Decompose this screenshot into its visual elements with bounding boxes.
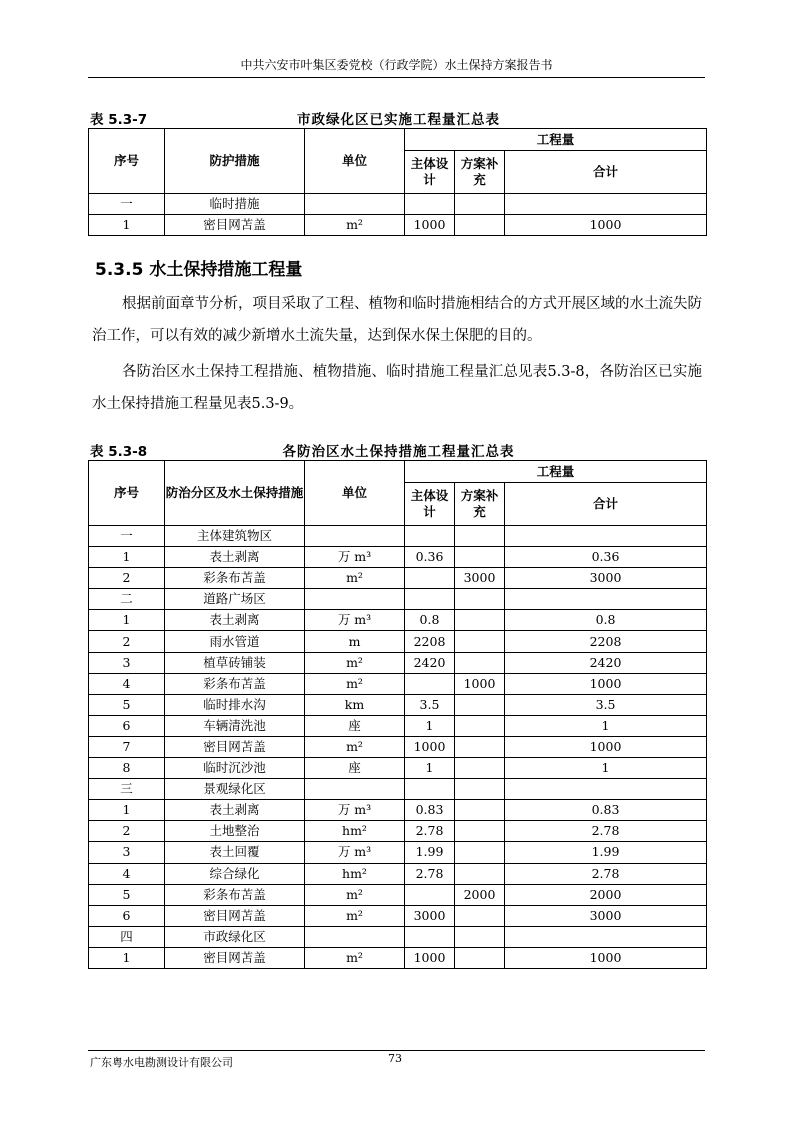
main-design-cell	[405, 194, 455, 215]
total-cell: 1.99	[505, 842, 707, 863]
unit-cell	[305, 779, 405, 800]
header-rule	[88, 77, 705, 78]
total-cell: 1000	[505, 736, 707, 757]
table-row	[89, 758, 707, 779]
header-main-design: 主体设计	[405, 151, 455, 194]
total-cell	[505, 779, 707, 800]
unit-cell: m²	[305, 215, 405, 236]
total-cell: 2420	[505, 652, 707, 673]
measure-cell: 综合绿化	[165, 863, 305, 884]
main-design-cell	[405, 673, 455, 694]
unit-cell: 万 m³	[305, 842, 405, 863]
measure-cell: 景观绿化区	[165, 779, 305, 800]
seq-cell: 2	[89, 568, 165, 589]
total-cell: 3.5	[505, 694, 707, 715]
total-cell: 0.8	[505, 610, 707, 631]
supplement-cell	[455, 905, 505, 926]
page-number: 73	[388, 1052, 402, 1065]
supplement-cell	[455, 694, 505, 715]
total-cell: 1	[505, 758, 707, 779]
seq-cell: 5	[89, 694, 165, 715]
table-row	[89, 821, 707, 842]
total-cell: 0.36	[505, 547, 707, 568]
measure-cell: 密目网苫盖	[165, 215, 305, 236]
main-design-cell: 2420	[405, 652, 455, 673]
measure-cell: 彩条布苫盖	[165, 568, 305, 589]
supplement-cell	[455, 926, 505, 947]
measure-cell: 表土剥离	[165, 547, 305, 568]
table2-number: 表 5.3-8	[90, 444, 148, 460]
supplement-cell	[455, 842, 505, 863]
supplement-cell	[455, 589, 505, 610]
measure-cell: 表土剥离	[165, 610, 305, 631]
main-design-cell	[405, 926, 455, 947]
unit-cell: m²	[305, 568, 405, 589]
measure-cell: 密目网苫盖	[165, 736, 305, 757]
header-quantity: 工程量	[405, 461, 707, 483]
main-design-cell: 2208	[405, 631, 455, 652]
supplement-cell	[455, 863, 505, 884]
measure-cell: 主体建筑物区	[165, 526, 305, 547]
measure-cell: 密目网苫盖	[165, 905, 305, 926]
paragraph-2: 各防治区水土保持工程措施、植物措施、临时措施工程量汇总见表5.3-8，各防治区已实施水土保持措施工程量见表5.3-9。	[92, 364, 702, 412]
unit-cell: 万 m³	[305, 547, 405, 568]
seq-cell: 1	[89, 800, 165, 821]
main-design-cell: 1.99	[405, 842, 455, 863]
supplement-cell	[455, 821, 505, 842]
unit-cell	[305, 526, 405, 547]
header-supplement: 方案补充	[455, 151, 505, 194]
table-row	[89, 526, 707, 547]
measure-cell: 临时措施	[165, 194, 305, 215]
main-design-cell: 3000	[405, 905, 455, 926]
table2-body	[89, 526, 707, 969]
table-row	[89, 779, 707, 800]
main-design-cell	[405, 589, 455, 610]
measure-cell: 密目网苫盖	[165, 947, 305, 968]
header-unit: 单位	[305, 461, 405, 526]
header-total: 合计	[505, 483, 707, 526]
total-cell: 2000	[505, 884, 707, 905]
measure-cell: 植草砖铺装	[165, 652, 305, 673]
measure-cell: 表土剥离	[165, 800, 305, 821]
total-cell	[505, 589, 707, 610]
unit-cell: km	[305, 694, 405, 715]
unit-cell	[305, 589, 405, 610]
table-row	[89, 631, 707, 652]
measure-cell: 彩条布苫盖	[165, 884, 305, 905]
seq-cell: 四	[89, 926, 165, 947]
seq-cell: 5	[89, 884, 165, 905]
unit-cell: m²	[305, 905, 405, 926]
unit-cell	[305, 194, 405, 215]
total-cell	[505, 194, 707, 215]
measure-cell: 雨水管道	[165, 631, 305, 652]
unit-cell: m²	[305, 673, 405, 694]
unit-cell: 座	[305, 715, 405, 736]
table-row	[89, 715, 707, 736]
main-design-cell: 3.5	[405, 694, 455, 715]
seq-cell: 一	[89, 526, 165, 547]
seq-cell: 3	[89, 842, 165, 863]
table1-body	[89, 194, 707, 236]
seq-cell: 7	[89, 736, 165, 757]
supplement-cell	[455, 526, 505, 547]
table-row	[89, 863, 707, 884]
main-design-cell: 0.36	[405, 547, 455, 568]
table-row	[89, 736, 707, 757]
measure-cell: 临时排水沟	[165, 694, 305, 715]
table-row	[89, 673, 707, 694]
unit-cell: 座	[305, 758, 405, 779]
table-row	[89, 905, 707, 926]
seq-cell: 1	[89, 947, 165, 968]
header-main-design: 主体设计	[405, 483, 455, 526]
supplement-cell	[455, 779, 505, 800]
table-row	[89, 842, 707, 863]
seq-cell: 1	[89, 547, 165, 568]
table-row	[89, 547, 707, 568]
unit-cell: 万 m³	[305, 800, 405, 821]
seq-cell: 8	[89, 758, 165, 779]
header-supplement: 方案补充	[455, 483, 505, 526]
section-title: 5.3.5 水土保持措施工程量	[95, 260, 303, 280]
footer-company: 广东粤水电勘测设计有限公司	[90, 1056, 233, 1069]
table-row	[89, 800, 707, 821]
measure-cell: 表土回覆	[165, 842, 305, 863]
seq-cell: 1	[89, 610, 165, 631]
supplement-cell: 2000	[455, 884, 505, 905]
table2-title: 各防治区水土保持措施工程量汇总表	[282, 444, 515, 460]
unit-cell: hm²	[305, 821, 405, 842]
main-design-cell: 0.8	[405, 610, 455, 631]
measure-cell: 车辆清洗池	[165, 715, 305, 736]
unit-cell: hm²	[305, 863, 405, 884]
footer-rule	[88, 1050, 705, 1051]
main-design-cell	[405, 568, 455, 589]
table-row	[89, 589, 707, 610]
table-row	[89, 194, 707, 215]
total-cell: 3000	[505, 568, 707, 589]
total-cell: 2.78	[505, 821, 707, 842]
table1-title: 市政绿化区已实施工程量汇总表	[297, 112, 500, 128]
seq-cell: 4	[89, 673, 165, 694]
table-row	[89, 652, 707, 673]
supplement-cell	[455, 800, 505, 821]
seq-cell: 2	[89, 631, 165, 652]
table-row	[89, 926, 707, 947]
unit-cell: m²	[305, 884, 405, 905]
header-seq: 序号	[89, 129, 165, 194]
seq-cell: 6	[89, 715, 165, 736]
total-cell	[505, 526, 707, 547]
supplement-cell	[455, 947, 505, 968]
seq-cell: 3	[89, 652, 165, 673]
unit-cell: m²	[305, 736, 405, 757]
measure-cell: 市政绿化区	[165, 926, 305, 947]
total-cell: 2.78	[505, 863, 707, 884]
total-cell	[505, 926, 707, 947]
supplement-cell	[455, 715, 505, 736]
supplement-cell: 3000	[455, 568, 505, 589]
seq-cell: 二	[89, 589, 165, 610]
supplement-cell	[455, 547, 505, 568]
total-cell: 1	[505, 715, 707, 736]
supplement-cell	[455, 652, 505, 673]
total-cell: 1000	[505, 673, 707, 694]
supplement-cell: 1000	[455, 673, 505, 694]
seq-cell: 2	[89, 821, 165, 842]
main-design-cell: 2.78	[405, 821, 455, 842]
paragraph-1: 根据前面章节分析，项目采取了工程、植物和临时措施相结合的方式开展区域的水土流失防治工作，可以有效的减少新增水土流失量，达到保水保土保肥的目的。	[92, 296, 702, 344]
table1-number: 表 5.3-7	[90, 112, 148, 128]
unit-cell: m²	[305, 947, 405, 968]
header-quantity: 工程量	[405, 129, 707, 151]
header-total: 合计	[505, 151, 707, 194]
supplement-cell	[455, 758, 505, 779]
seq-cell: 三	[89, 779, 165, 800]
seq-cell: 一	[89, 194, 165, 215]
unit-cell: m²	[305, 652, 405, 673]
main-design-cell: 2.78	[405, 863, 455, 884]
main-design-cell: 0.83	[405, 800, 455, 821]
table-row	[89, 694, 707, 715]
measure-cell: 道路广场区	[165, 589, 305, 610]
main-design-cell	[405, 884, 455, 905]
main-design-cell: 1000	[405, 736, 455, 757]
table-row	[89, 215, 707, 236]
supplement-cell	[455, 736, 505, 757]
unit-cell: m	[305, 631, 405, 652]
table-row	[89, 610, 707, 631]
main-design-cell	[405, 779, 455, 800]
supplement-cell	[455, 631, 505, 652]
supplement-cell	[455, 194, 505, 215]
table-row	[89, 947, 707, 968]
main-design-cell: 1000	[405, 215, 455, 236]
table1	[88, 128, 707, 236]
total-cell: 1000	[505, 215, 707, 236]
page-header: 中共六安市叶集区委党校（行政学院）水土保持方案报告书	[240, 58, 553, 72]
measure-cell: 彩条布苫盖	[165, 673, 305, 694]
main-design-cell	[405, 526, 455, 547]
unit-cell: 万 m³	[305, 610, 405, 631]
header-unit: 单位	[305, 129, 405, 194]
total-cell: 2208	[505, 631, 707, 652]
header-measure: 防治分区及水土保持措施	[165, 461, 305, 526]
main-design-cell: 1	[405, 758, 455, 779]
table2	[88, 460, 707, 969]
header-seq: 序号	[89, 461, 165, 526]
measure-cell: 土地整治	[165, 821, 305, 842]
main-design-cell: 1000	[405, 947, 455, 968]
total-cell: 0.83	[505, 800, 707, 821]
header-measure: 防护措施	[165, 129, 305, 194]
main-design-cell: 1	[405, 715, 455, 736]
total-cell: 1000	[505, 947, 707, 968]
seq-cell: 4	[89, 863, 165, 884]
seq-cell: 1	[89, 215, 165, 236]
unit-cell	[305, 926, 405, 947]
measure-cell: 临时沉沙池	[165, 758, 305, 779]
table-row	[89, 884, 707, 905]
seq-cell: 6	[89, 905, 165, 926]
supplement-cell	[455, 215, 505, 236]
supplement-cell	[455, 610, 505, 631]
total-cell: 3000	[505, 905, 707, 926]
table-row	[89, 568, 707, 589]
